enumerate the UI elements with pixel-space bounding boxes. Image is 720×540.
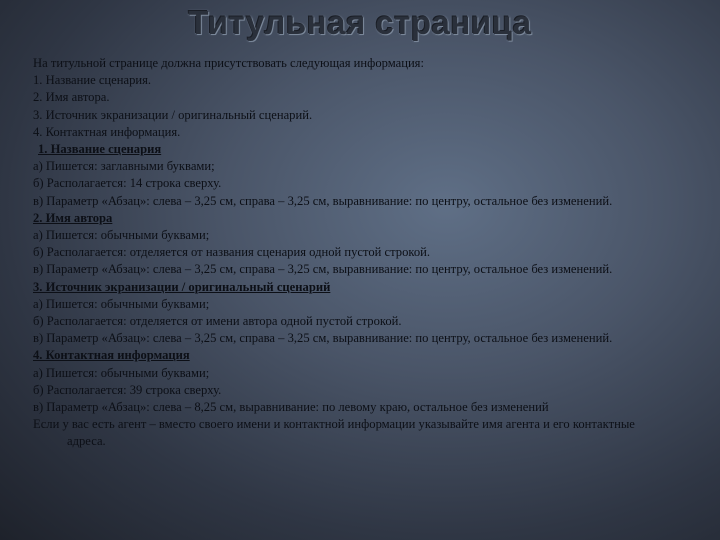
body-line: в) Параметр «Абзац»: слева – 3,25 см, справа – 3,25 см, выравнивание: по центру, остальное без изменений. bbox=[33, 262, 613, 277]
body-line: в) Параметр «Абзац»: слева – 3,25 см, справа – 3,25 см, выравнивание: по центру, остальное без изменений. bbox=[33, 331, 613, 346]
body-line: На титульной странице должна присутствовать следующая информация: bbox=[33, 56, 424, 70]
body-line: Если у вас есть агент – вместо своего имени и контактной информации указывайте имя агента и его контактные адреса. bbox=[33, 417, 635, 449]
slide-body bbox=[33, 55, 673, 451]
body-line: в) Параметр «Абзац»: слева – 8,25 см, выравнивание: по левому краю, остальное без изменений bbox=[33, 400, 549, 415]
body-line: а) Пишется: заглавными буквами; bbox=[33, 159, 215, 174]
section-heading: 1. Название сценария bbox=[38, 142, 162, 157]
body-line: в) Параметр «Абзац»: слева – 3,25 см, справа – 3,25 см, выравнивание: по центру, остальное без изменений. bbox=[33, 193, 613, 208]
body-line: а) Пишется: обычными буквами; bbox=[33, 365, 210, 380]
body-line: а) Пишется: обычными буквами; bbox=[33, 228, 210, 243]
section-heading: 4. Контактная информация bbox=[33, 348, 190, 363]
body-line: б) Располагается: отделяется от названия сценария одной пустой строкой. bbox=[33, 245, 431, 260]
body-line: б) Располагается: отделяется от имени автора одной пустой строкой. bbox=[33, 314, 402, 329]
section-heading: 3. Источник экранизации / оригинальный сценарий bbox=[33, 279, 331, 294]
section-heading: 2. Имя автора bbox=[33, 210, 113, 225]
slide-title: Титульная страница bbox=[188, 4, 532, 41]
body-line: б) Располагается: 14 строка сверху. bbox=[33, 176, 222, 191]
body-line: 4. Контактная информация. bbox=[33, 124, 181, 139]
body-line: а) Пишется: обычными буквами; bbox=[33, 296, 210, 311]
body-line: 3. Источник экранизации / оригинальный сценарий. bbox=[33, 107, 313, 122]
body-line: 2. Имя автора. bbox=[33, 90, 110, 105]
body-line: б) Располагается: 39 строка сверху. bbox=[33, 382, 222, 397]
body-line: 1. Название сценария. bbox=[33, 73, 152, 88]
